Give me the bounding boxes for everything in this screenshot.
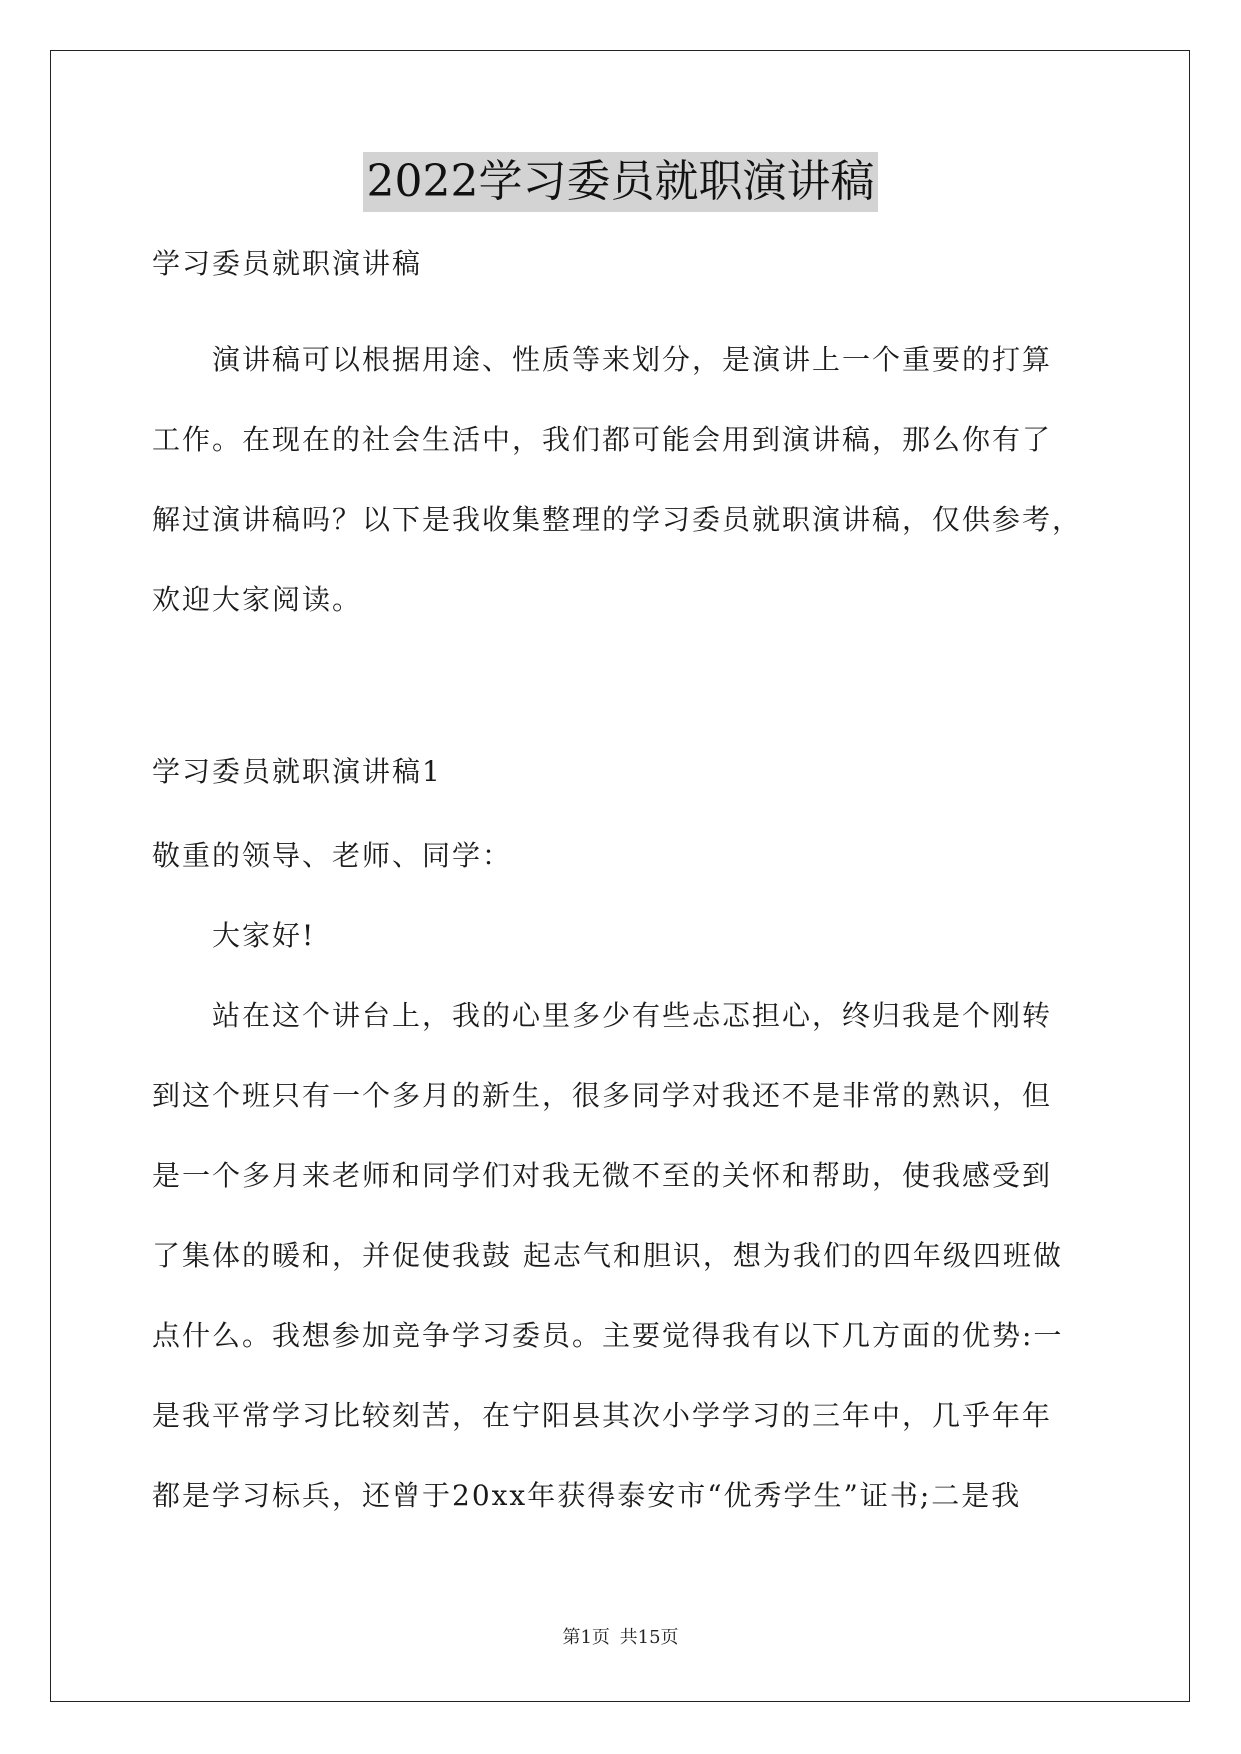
page-footer (0, 1626, 1241, 1650)
body-line: 工作。在现在的社会生活中，我们都可能会用到演讲稿，那么你有了 (152, 423, 1053, 456)
page-number: 第1页 (562, 1627, 610, 1648)
body-line: 到这个班只有一个多月的新生，很多同学对我还不是非常的熟识，但 (152, 1079, 1053, 1112)
body-line: 点什么。我想参加竞争学习委员。主要觉得我有以下几方面的优势:一 (152, 1319, 1064, 1352)
body-line: 了集体的暖和，并促使我鼓 起志气和胆识，想为我们的四年级四班做 (152, 1239, 1063, 1272)
body-line: 是一个多月来老师和同学们对我无微不至的关怀和帮助，使我感受到 (152, 1159, 1053, 1192)
body-line: 站在这个讲台上，我的心里多少有些忐忑担心，终归我是个刚转 (152, 999, 1053, 1032)
title-container (0, 152, 1241, 212)
page-border (50, 50, 1190, 1702)
body-line: 欢迎大家阅读。 (152, 583, 363, 616)
body-line: 都是学习标兵，还曾于20xx年获得泰安市“优秀学生”证书;二是我 (152, 1479, 1022, 1512)
body-line: 解过演讲稿吗？以下是我收集整理的学习委员就职演讲稿，仅供参考， (152, 503, 1083, 536)
body-line: 演讲稿可以根据用途、性质等来划分，是演讲上一个重要的打算 (152, 343, 1053, 376)
body-line: 是我平常学习比较刻苦，在宁阳县其次小学学习的三年中，几乎年年 (152, 1399, 1053, 1432)
document-title: 2022学习委员就职演讲稿 (363, 152, 879, 212)
subtitle-line: 学习委员就职演讲稿 (152, 247, 423, 280)
section-heading: 学习委员就职演讲稿1 (152, 755, 442, 788)
page-total: 共15页 (619, 1627, 679, 1648)
greeting-line: 大家好! (152, 919, 316, 952)
salutation-line: 敬重的领导、老师、同学： (152, 839, 513, 872)
